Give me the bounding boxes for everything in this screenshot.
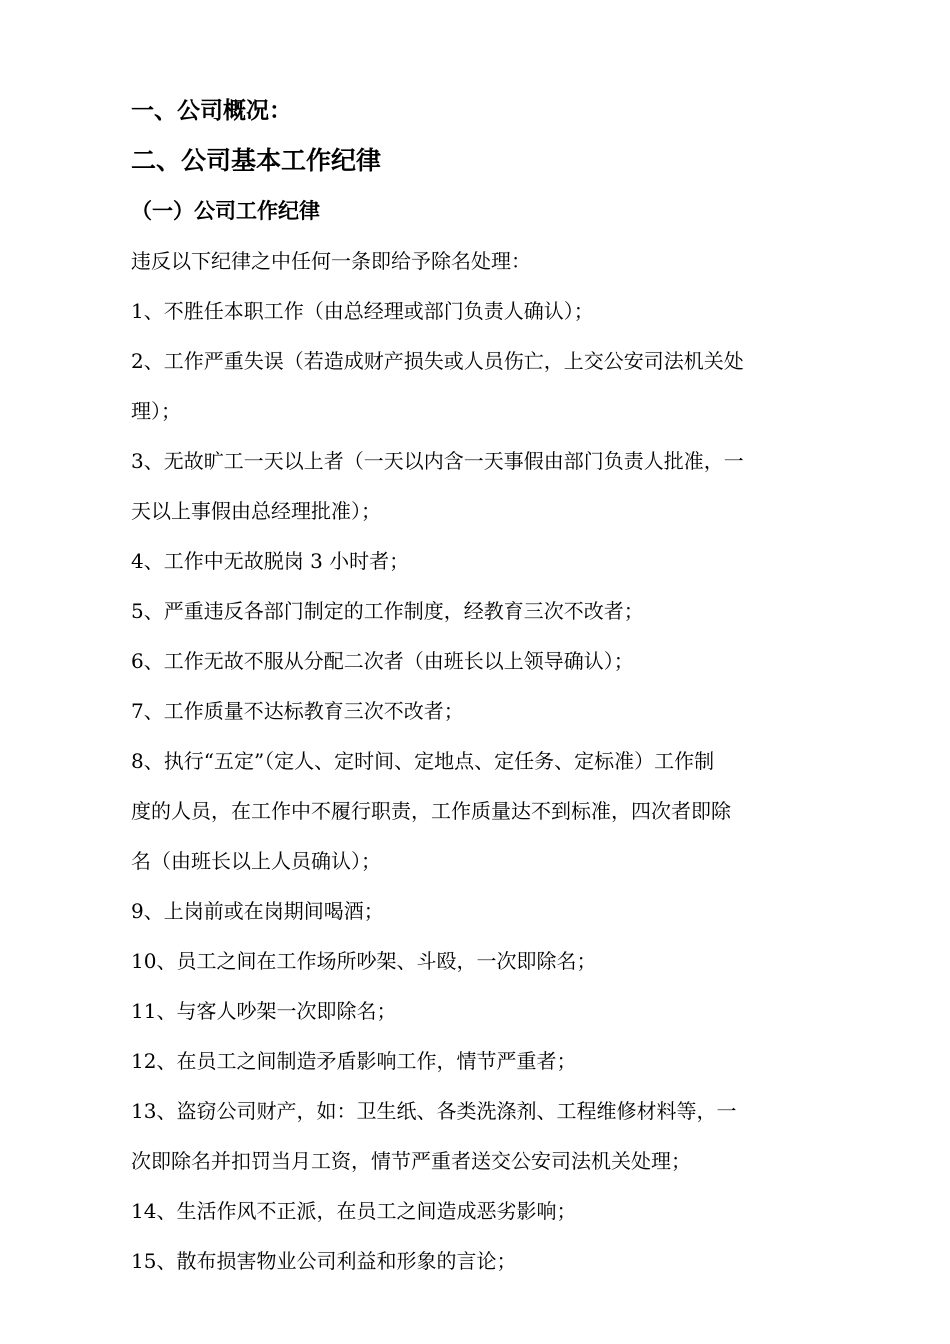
list-item-1	[131, 296, 821, 326]
list-item-line: 天以上事假由总经理批准）；	[131, 499, 381, 523]
list-item-line: 11、与客人吵架一次即除名；	[131, 999, 397, 1023]
list-item-3	[131, 446, 821, 526]
list-item-line: 度的人员，在工作中不履行职责，工作质量达不到标准，四次者即除	[131, 799, 731, 823]
list-item-line: 12、在员工之间制造矛盾影响工作，情节严重者；	[131, 1049, 577, 1073]
heading-company-overview: 一、公司概况：	[131, 98, 292, 124]
list-item-line: 理）；	[131, 399, 181, 423]
list-item-12	[131, 1046, 821, 1076]
list-item-14	[131, 1196, 821, 1226]
intro-paragraph: 违反以下纪律之中任何一条即给予除名处理：	[131, 249, 531, 273]
list-item-line: 13、盗窃公司财产，如：卫生纸、各类洗涤剂、工程维修材料等，一	[131, 1099, 737, 1123]
list-item-8	[131, 746, 821, 876]
list-item-line: 6、工作无故不服从分配二次者（由班长以上领导确认）；	[131, 649, 634, 673]
list-item-7	[131, 696, 821, 726]
list-item-line: 5、严重违反各部门制定的工作制度，经教育三次不改者；	[131, 599, 644, 623]
list-item-13	[131, 1096, 821, 1176]
list-item-line: 名（由班长以上人员确认）；	[131, 849, 381, 873]
subheading-company-work-discipline: （一）公司工作纪律	[131, 199, 320, 223]
list-item-line: 4、工作中无故脱岗 3 小时者；	[131, 549, 410, 573]
list-item-line: 7、工作质量不达标教育三次不改者；	[131, 699, 464, 723]
list-item-11	[131, 996, 821, 1026]
list-item-line: 2、工作严重失误（若造成财产损失或人员伤亡，上交公安司法机关处	[131, 349, 744, 373]
list-item-line: 次即除名并扣罚当月工资，情节严重者送交公安司法机关处理；	[131, 1149, 691, 1173]
heading-work-discipline: 二、公司基本工作纪律	[131, 146, 382, 175]
list-item-line: 14、生活作风不正派，在员工之间造成恶劣影响；	[131, 1199, 577, 1223]
list-item-line: 1、不胜任本职工作（由总经理或部门负责人确认）；	[131, 299, 594, 323]
list-item-2	[131, 346, 821, 426]
list-item-9	[131, 896, 821, 926]
list-item-4	[131, 546, 821, 576]
list-item-5	[131, 596, 821, 626]
list-item-line: 9、上岗前或在岗期间喝酒；	[131, 899, 384, 923]
list-item-line: 3、无故旷工一天以上者（一天以内含一天事假由部门负责人批准，一	[131, 449, 744, 473]
list-item-line: 10、员工之间在工作场所吵架、斗殴，一次即除名；	[131, 949, 597, 973]
list-item-6	[131, 646, 821, 676]
list-item-10	[131, 946, 821, 976]
list-item-line: 8、执行“五定”（定人、定时间、定地点、定任务、定标准）工作制	[131, 749, 715, 773]
list-item-15	[131, 1246, 821, 1276]
list-item-line: 15、散布损害物业公司利益和形象的言论；	[131, 1249, 517, 1273]
